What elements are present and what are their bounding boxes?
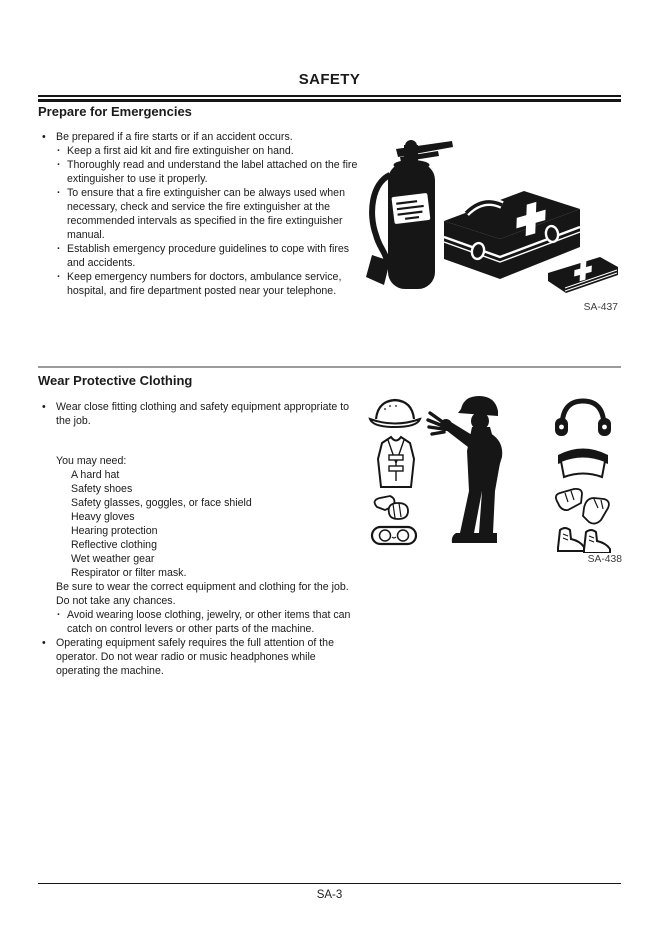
title-double-rule <box>38 95 621 102</box>
ear-muffs-icon <box>555 401 611 436</box>
list-item: A hard hat <box>71 469 120 481</box>
section-heading-prepare-for-emergencies: Prepare for Emergencies <box>38 104 192 119</box>
list-item: Wet weather gear <box>71 553 155 565</box>
list-item: Hearing protection <box>71 525 158 537</box>
sub-bullet-item <box>38 186 362 242</box>
figure-caption: SA-437 <box>583 302 618 313</box>
worker-icon <box>428 396 502 543</box>
footer-rule <box>38 883 621 884</box>
fire-safety-illustration <box>366 133 620 301</box>
section1-text <box>38 130 362 298</box>
sub-bullet-text: To ensure that a fire extinguisher can be always used when necessary, check and service the fire extinguisher at the recommended intervals as specified in the fire extinguisher manual. <box>67 187 345 241</box>
sub-bullet-marker <box>57 270 67 298</box>
bullet-item <box>38 636 362 678</box>
list-item: Heavy gloves <box>71 511 135 523</box>
bullet-text: Be prepared if a fire starts or if an accident occurs. <box>56 131 293 143</box>
bullet-marker <box>38 400 56 428</box>
bullet-text: Wear close fitting clothing and safety equipment appropriate to the job. <box>56 401 350 427</box>
sub-bullet-text: Establish emergency procedure guidelines to cope with fires and accidents. <box>67 243 350 269</box>
section-heading-wear-protective-clothing: Wear Protective Clothing <box>38 373 193 388</box>
sub-bullet-text: Avoid wearing loose clothing, jewelry, or other items that can catch on control levers or other parts of the machine. <box>67 609 351 635</box>
list-item: Reflective clothing <box>71 539 157 551</box>
sub-bullet-text: Keep a first aid kit and fire extinguisher on hand. <box>67 145 294 157</box>
safety-vest-icon <box>378 437 414 487</box>
bullet-marker <box>38 130 56 144</box>
bullet-text: Operating equipment safely requires the full attention of the operator. Do not wear radio or music headphones while operating the machine. <box>56 637 334 677</box>
rule-thin <box>38 95 621 97</box>
sub-bullet-marker <box>57 608 67 636</box>
protective-equipment-illustration <box>362 391 624 553</box>
list-item: Respirator or filter mask. <box>71 567 187 579</box>
list-item: Safety shoes <box>71 483 133 495</box>
goggles-icon <box>372 527 416 544</box>
figure-protective-equipment <box>362 391 624 565</box>
figure-caption: SA-438 <box>587 554 622 565</box>
sub-bullet-item <box>38 144 362 158</box>
bullet-item <box>38 130 362 144</box>
page-number: SA-3 <box>316 889 343 901</box>
list-intro: You may need: <box>56 455 127 467</box>
page-title: SAFETY <box>298 71 361 88</box>
safety-boots-icon <box>558 528 610 553</box>
sub-bullet-item <box>38 270 362 298</box>
gloves-icon <box>556 489 609 524</box>
sub-bullet-text: Keep emergency numbers for doctors, ambulance service, hospital, and fire department posted near your telephone. <box>67 271 342 297</box>
hard-hat-icon <box>370 400 420 427</box>
rule-thick <box>38 99 621 102</box>
sub-bullet-text: Thoroughly read and understand the label attached on the fire extinguisher to use it properly. <box>67 159 358 185</box>
sub-bullet-marker <box>57 242 67 270</box>
sub-bullet-item <box>38 158 362 186</box>
paragraph: Be sure to wear the correct equipment and clothing for the job. Do not take any chances. <box>56 581 349 607</box>
section2-text <box>38 400 362 678</box>
sub-bullet-marker <box>57 144 67 158</box>
face-shield-icon <box>558 449 608 478</box>
first-aid-kit-icon <box>444 191 580 279</box>
figure-fire-safety <box>366 133 620 313</box>
sub-bullet-marker <box>57 158 67 186</box>
you-may-need-list <box>56 454 362 580</box>
list-item: Safety glasses, goggles, or face shield <box>71 497 252 509</box>
first-aid-pouch-icon <box>548 257 618 293</box>
sub-bullet-item <box>38 242 362 270</box>
bullet-item <box>38 400 362 428</box>
sub-bullet-marker <box>57 186 67 242</box>
bullet-marker <box>38 636 56 678</box>
section-divider-rule <box>38 366 621 368</box>
sub-bullet-item <box>38 608 362 636</box>
fire-extinguisher-icon <box>366 140 453 289</box>
ear-plugs-icon <box>375 496 408 519</box>
